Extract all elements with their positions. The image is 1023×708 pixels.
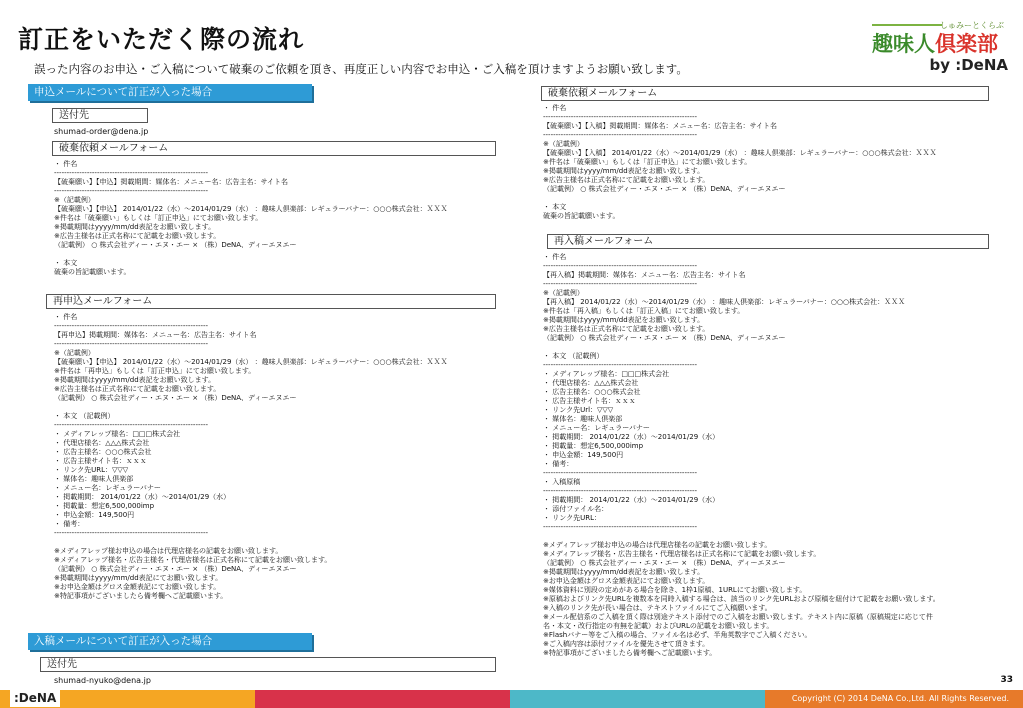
form-line: ※お申込金額はグロス金額表記にてお願い致します。	[543, 577, 710, 585]
sendto2-label-box: 送付先	[40, 657, 496, 672]
form-line: -------------------------------------------------------------	[54, 529, 209, 537]
form-line: ・ リンク先URL：	[543, 514, 601, 522]
form-line: ※ご入稿内容は添付ファイルを優先させて頂きます。	[543, 640, 710, 648]
form-line: ・ リンク先Url：▽▽▽	[543, 406, 614, 414]
form-line: ※メディアレップ様お申込の場合は代理店様名の記載をお願い致します。	[54, 547, 283, 555]
form-line: ※掲載期間はyyyy/mm/dd表記にてお願い致します。	[54, 574, 223, 582]
form-line: ・ メニュー名：レギュラーバナー	[54, 484, 161, 492]
footer-segment-2	[255, 690, 510, 708]
form-line: ・ 添付ファイル名：	[543, 505, 609, 513]
form-line: ※掲載期間はyyyy/mm/dd表記をお願い致します。	[543, 167, 705, 175]
by-dena-label: by :DeNA	[929, 56, 1008, 74]
right-cancel-request-form-title: 破棄依頼メールフォーム	[541, 86, 989, 101]
form-line: ・ メディアレップ様名：□□□株式会社	[54, 430, 181, 438]
page-title: 訂正をいただく際の流れ	[18, 25, 305, 54]
form-line: -------------------------------------------------------------	[54, 187, 209, 195]
form-line: ・ 掲載量：想定6,500,000imp	[543, 442, 644, 450]
form-line: （記載例） ○ 株式会社ディー・エヌ・エー × （株）DeNA、ディーエヌエー	[54, 565, 297, 573]
form-line: ※（記載例）	[54, 349, 95, 357]
form-line: ※広告主様名は正式名称にて記載をお願い致します。	[54, 232, 221, 240]
form-line: ・ 広告主様名：○○○株式会社	[543, 388, 641, 396]
form-line: ※メディアレップ様名・広告主様名・代理店様名は正式名称にて記載をお願い致します。	[54, 556, 332, 564]
form-line: ・ 件名	[54, 313, 78, 321]
form-line: -------------------------------------------------------------	[543, 262, 698, 270]
form-line: -------------------------------------------------------------	[543, 280, 698, 288]
form-line: ※特記事項がございましたら備考欄へご記載願います。	[54, 592, 228, 600]
logo-part-b: 倶楽部	[935, 32, 998, 56]
form-line: -------------------------------------------------------------	[543, 487, 698, 495]
form-line: ※お申込金額はグロス金額表記にてお願い致します。	[54, 583, 221, 591]
page-subtitle: 誤った内容のお申込・ご入稿について破棄のご依頼を頂き、再度正しい内容でお申込・ご入稿を頂けますようお願い致します。	[34, 62, 688, 76]
logo-divider	[872, 24, 942, 26]
form-line: ※件名は「再入稿」もしくは「訂正入稿」にてお願い致します。	[543, 307, 745, 315]
form-line: ・ 件名	[54, 160, 78, 168]
form-line: ・ 件名	[543, 253, 567, 261]
form-line: ・ 申込金額：149,500円	[543, 451, 624, 459]
form-line: ※メディアレップ様お申込の場合は代理店様名の記載をお願い致します。	[543, 541, 772, 549]
form-line: ※特記事項がございましたら備考欄へご記載願います。	[543, 649, 717, 657]
form-line: ・ 代理店様名：△△△株式会社	[54, 439, 150, 447]
form-line: ・ 本文 （記載例）	[543, 352, 604, 360]
form-line	[54, 403, 504, 412]
cancel-request-form-body	[54, 160, 504, 277]
form-line: 【破棄願い】【申込】 2014/01/22（水）～2014/01/29（水） ：趣味人倶楽部：レギュラーバナー：○○○株式会社：ＸＸＸ	[54, 205, 448, 213]
form-line: ・ 備考：	[54, 520, 85, 528]
form-line: （記載例） ○ 株式会社ディー・エヌ・エー × （株）DeNA、ディーエヌエー	[54, 394, 297, 402]
form-line: -------------------------------------------------------------	[54, 169, 209, 177]
order-email-address: shumad-order@dena.jp	[54, 127, 149, 136]
form-line: -------------------------------------------------------------	[54, 421, 209, 429]
form-line: ※原稿およびリンク先URLを複数本を同時入稿する場合は、該当のリンク先URLおよび原稿を紐付けて記載をお願い致します。	[543, 595, 940, 603]
form-line: （記載例） ○ 株式会社ディー・エヌ・エー × （株）DeNA、ディーエヌエー	[543, 559, 786, 567]
form-line: ※件名は「破棄願い」もしくは「訂正申込」にてお願い致します。	[54, 214, 263, 222]
form-line: ※Flashバナー等をご入稿の場合、ファイル名は必ず、半角英数字でご入稿ください。	[543, 631, 812, 639]
form-line: ※広告主様名は正式名称にて記載をお願い致します。	[543, 325, 710, 333]
form-line: ※入稿のリンク先が長い場合は、テキストファイルにてご入稿願います。	[543, 604, 772, 612]
form-line: -------------------------------------------------------------	[54, 340, 209, 348]
form-line: -------------------------------------------------------------	[543, 361, 698, 369]
apply-correction-band: 申込メールについて訂正が入った場合	[28, 84, 312, 101]
form-line: ※（記載例）	[54, 196, 95, 204]
nyuko-email-address: shumad-nyuko@dena.jp	[54, 676, 151, 685]
form-line	[54, 538, 504, 547]
form-line: -------------------------------------------------------------	[543, 469, 698, 477]
form-line: ※広告主様名は正式名称にて記載をお願い致します。	[543, 176, 710, 184]
submission-correction-band: 入稿メールについて訂正が入った場合	[28, 633, 312, 650]
shumi-club-logo	[872, 18, 1012, 78]
form-line: -------------------------------------------------------------	[543, 523, 698, 531]
form-line: ・ 掲載期間： 2014/01/22（水）～2014/01/29（水）	[543, 433, 720, 441]
footer-segment-3	[510, 690, 765, 708]
right-cancel-request-form-body	[543, 104, 1003, 221]
form-line: ※掲載期間はyyyy/mm/dd表記をお願い致します。	[54, 376, 216, 384]
form-line: ・ 入稿原稿	[543, 478, 581, 486]
form-line	[543, 194, 1003, 203]
form-line: ※メディアレップ様名・広告主様名・代理店様名は正式名称にて記載をお願い致します。	[543, 550, 821, 558]
cancel-request-form-title: 破棄依頼メールフォーム	[52, 141, 496, 156]
form-line: ※掲載期間はyyyy/mm/dd表記をお願い致します。	[543, 316, 705, 324]
form-line: ・ 広告主様名：○○○株式会社	[54, 448, 152, 456]
form-line: ※件名は「再申込」もしくは「訂正申込」にてお願い致します。	[54, 367, 256, 375]
reapply-form-body	[54, 313, 504, 601]
form-line: ・ 媒体名：趣味人倶楽部	[54, 475, 134, 483]
logo-wordmark	[872, 28, 998, 58]
form-line: ※広告主様名は正式名称にて記載をお願い致します。	[54, 385, 221, 393]
form-line: ※掲載期間はyyyy/mm/dd表記をお願い致します。	[543, 568, 705, 576]
form-line: 破棄の旨記載願います。	[543, 212, 620, 220]
form-line: 名・本文・改行指定の有無を記載）およびURLの記載をお願い致します。	[543, 622, 774, 630]
form-line: 【破棄願い】【入稿】掲載期間：媒体名：メニュー名：広告主名：サイト名	[543, 122, 778, 130]
form-line: ・ リンク先URL：▽▽▽	[54, 466, 129, 474]
copyright-text: Copyright (C) 2014 DeNA Co.,Ltd. All Rights Reserved.	[791, 694, 1009, 703]
logo-part-a: 趣味人	[872, 32, 935, 56]
sendto-label-box: 送付先	[52, 108, 148, 123]
logo-tagline: しゅみーとくらぶ	[940, 21, 1004, 30]
form-line: 破棄の旨記載願います。	[54, 268, 131, 276]
form-line: ・ 媒体名：趣味人倶楽部	[543, 415, 623, 423]
form-line: ・ 掲載期間： 2014/01/22（水）～2014/01/29（水）	[543, 496, 720, 504]
form-line: 【再入稿】掲載期間：媒体名：メニュー名：広告主名：サイト名	[543, 271, 746, 279]
form-line: ※（記載例）	[543, 289, 584, 297]
form-line: ・ 代理店様名：△△△株式会社	[543, 379, 639, 387]
form-line: （記載例） ○ 株式会社ディー・エヌ・エー × （株）DeNA、ディーエヌエー	[543, 334, 786, 342]
form-line: ・ 掲載量：想定6,500,000imp	[54, 502, 155, 510]
form-line: ・ 広告主様サイト名：ｘｘｘ	[543, 397, 636, 405]
resubmit-form-body	[543, 253, 1013, 658]
form-line: 【再入稿】 2014/01/22（水）～2014/01/29（水） ：趣味人倶楽部：レギュラーバナー：○○○株式会社：ＸＸＸ	[543, 298, 906, 306]
form-line: ※媒体資料に別段の定めがある場合を除き、1枠1原稿、1URLにてお願い致します。	[543, 586, 807, 594]
form-line: ・ 本文	[543, 203, 567, 211]
form-line: ・ 掲載期間： 2014/01/22（水）～2014/01/29（水）	[54, 493, 231, 501]
form-line: -------------------------------------------------------------	[543, 131, 698, 139]
form-line: ※掲載期間はyyyy/mm/dd表記をお願い致します。	[54, 223, 216, 231]
form-line: 【再申込】掲載期間：媒体名：メニュー名：広告主名：サイト名	[54, 331, 257, 339]
form-line: 【破棄願い】【申込】掲載期間：媒体名：メニュー名：広告主名：サイト名	[54, 178, 289, 186]
form-line	[543, 532, 1013, 541]
resubmit-form-title: 再入稿メールフォーム	[547, 234, 989, 249]
form-line: ・ 申込金額：149,500円	[54, 511, 135, 519]
form-line: ※メール配信系のご入稿を頂く際は別途テキスト添付でのご入稿をお願い致します。テキスト内に原稿（原稿規定に応じて件	[543, 613, 933, 621]
form-line: ・ 本文 （記載例）	[54, 412, 115, 420]
form-line: -------------------------------------------------------------	[54, 322, 209, 330]
form-line: ・ メディアレップ様名：□□□株式会社	[543, 370, 670, 378]
form-line: ・ 広告主様サイト名：ｘｘｘ	[54, 457, 147, 465]
page-number: 33	[1000, 675, 1013, 685]
form-line: 【破棄願い】【入稿】 2014/01/22（水）～2014/01/29（水） ：趣味人倶楽部：レギュラーバナー：○○○株式会社：ＸＸＸ	[543, 149, 937, 157]
form-line: -------------------------------------------------------------	[543, 113, 698, 121]
form-line: 【破棄願い】【申込】 2014/01/22（水）～2014/01/29（水） ：趣味人倶楽部：レギュラーバナー：○○○株式会社：ＸＸＸ	[54, 358, 448, 366]
form-line: ・ 件名	[543, 104, 567, 112]
footer-dena-logo: :DeNA	[10, 689, 60, 707]
form-line: （記載例） ○ 株式会社ディー・エヌ・エー × （株）DeNA、ディーエヌエー	[543, 185, 786, 193]
form-line: ※（記載例）	[543, 140, 584, 148]
form-line: ・ メニュー名：レギュラーバナー	[543, 424, 650, 432]
form-line	[54, 250, 504, 259]
form-line: ※件名は「破棄願い」もしくは「訂正申込」にてお願い致します。	[543, 158, 752, 166]
form-line: （記載例） ○ 株式会社ディー・エヌ・エー × （株）DeNA、ディーエヌエー	[54, 241, 297, 249]
reapply-form-title: 再申込メールフォーム	[46, 294, 496, 309]
form-line: ・ 備考：	[543, 460, 574, 468]
form-line	[543, 343, 1013, 352]
form-line: ・ 本文	[54, 259, 78, 267]
